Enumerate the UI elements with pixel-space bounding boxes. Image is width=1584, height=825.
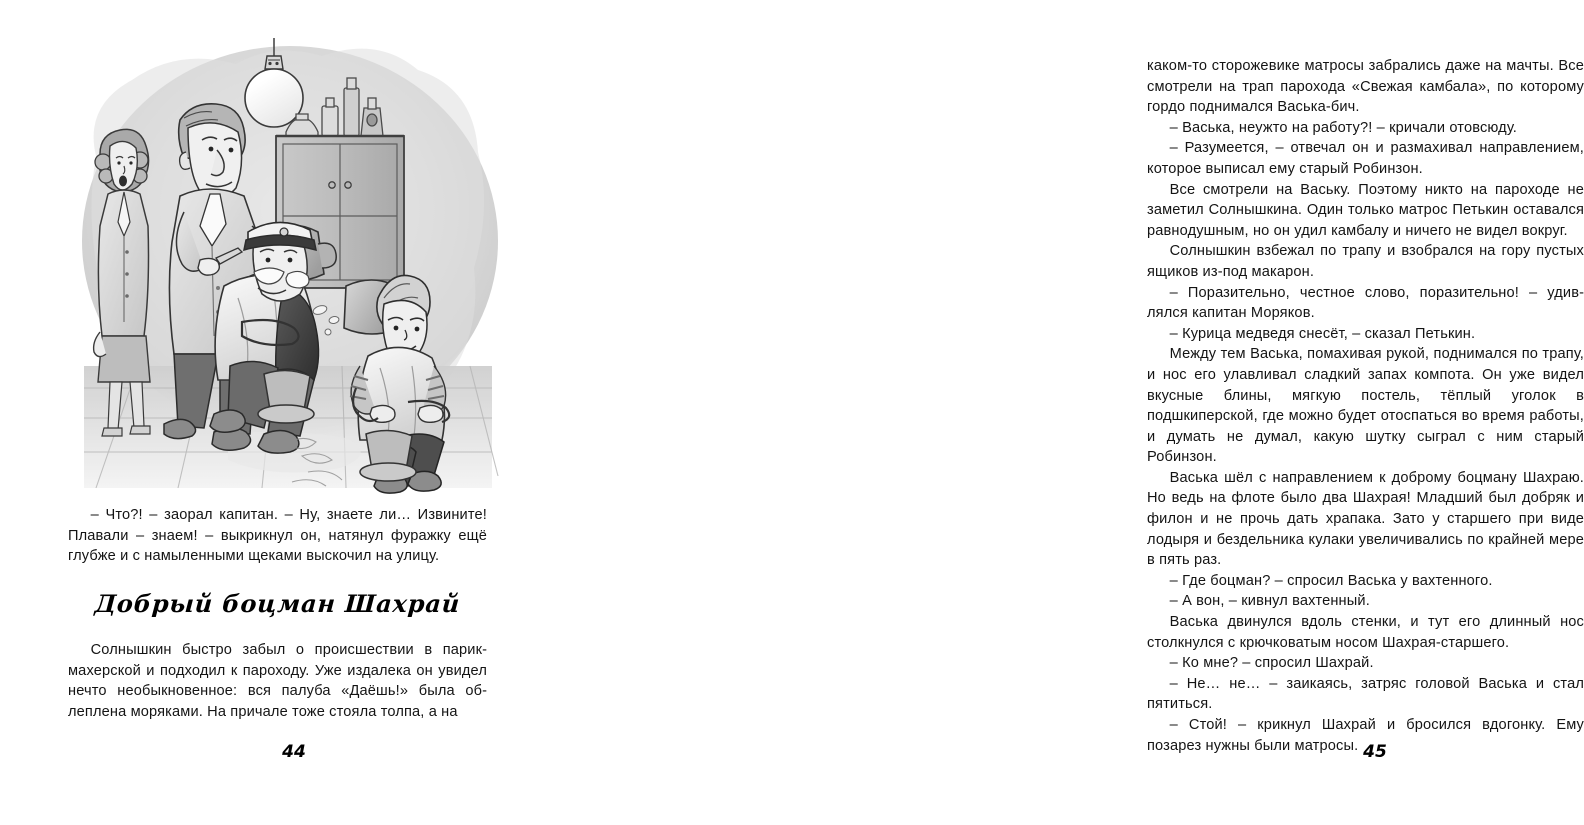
left-page xyxy=(0,0,550,825)
right-page xyxy=(550,0,1584,825)
paragraph: Васька шёл с направлением к доброму боцману Шахраю. Но ведь на флоте было два Шахрая! Младший был добряк и филон и не прочь дать храпака. Зато у старшего при виде лодыря и бездельника кулаки увеличивались по крайней мере в пять раз. xyxy=(1147,469,1584,569)
paragraph: – Васька, неужто на работу?! – кричали отовсюду. xyxy=(1169,119,1518,136)
paragraph: – Поразительно, честное слово, поразительно! – удивлялся капитан Моряков. xyxy=(1147,284,1584,322)
paragraph: Солнышкин быстро забыл о происшествии в парикмахерской и подходил к пароходу. Уже издалека он увидел нечто необыкновенное: вся палуба «Даёшь!» была облеплена моряками. На причале тоже стояла толпа, а на xyxy=(68,642,487,720)
paragraph: – Стой! – крикнул Шахрай и бросился вдогонку. Ему позарез нужны были матросы. xyxy=(1147,717,1584,754)
paragraph: Солнышкин взбежал по трапу и взобрался на гору пустых ящиков из-под макарон. xyxy=(1147,243,1584,280)
paragraph: – Разумеется, – отвечал он и размахивал направлением, которое выписал ему старый Робинзон. xyxy=(1147,140,1584,177)
left-page-text-column xyxy=(68,505,487,567)
paragraph: – Что?! – заорал капитан. – Ну, знаете ли… Извините! Плавали – знаем! – выкрикнул он, натянул фуражку ещё глубже и с намыленными щеками выскочил на улицу. xyxy=(68,507,487,565)
paragraph: – Ко мне? – спросил Шахрай. xyxy=(1169,655,1374,672)
paragraph: – Не… не… – заикаясь, затряс головой Васька и стал пятиться. xyxy=(1147,675,1584,713)
right-page-text-column xyxy=(1147,56,1584,756)
paragraph: – Курица медведя снесёт, – сказал Петькин. xyxy=(1169,325,1476,342)
paragraph: каком-то сторожевике матросы забрались даже на мачты. Все смотрели на трап парохода «Свежая камбала», по которому гордо поднимался Васька-бич. xyxy=(1147,58,1584,116)
page-number-right: 45 xyxy=(1363,742,1387,762)
page-number-left: 44 xyxy=(282,742,306,762)
paragraph: – А вон, – кивнул вахтенный. xyxy=(1169,593,1370,610)
barbershop-scene-illustration xyxy=(78,36,498,496)
paragraph: Васька двинулся вдоль стенки, и тут его длинный нос столкнулся с крючковатым носом Шахрая-старшего. xyxy=(1147,614,1584,651)
paragraph: – Где боцман? – спросил Васька у вахтенного. xyxy=(1169,572,1493,589)
chapter-title: Добрый боцман Шахрай xyxy=(93,589,462,618)
left-page-text-column-after-title xyxy=(68,640,487,722)
paragraph: Все смотрели на Ваську. Поэтому никто на пароходе не заметил Солнышкина. Один только матрос Петькин оставался равнодушным, но он удил камбалу и ничего не видел вокруг. xyxy=(1147,181,1584,239)
paragraph: Между тем Васька, помахивая рукой, поднимался по трапу, и нос его улавливал сладкий запах компота. Он уже видел вкусные блины, мягкую постель, тёплый уголок в подшкиперской, где можно будет отоспаться во время работы, и думать не думал, какую шутку сыграл с ним старый Робинзон. xyxy=(1147,346,1584,466)
